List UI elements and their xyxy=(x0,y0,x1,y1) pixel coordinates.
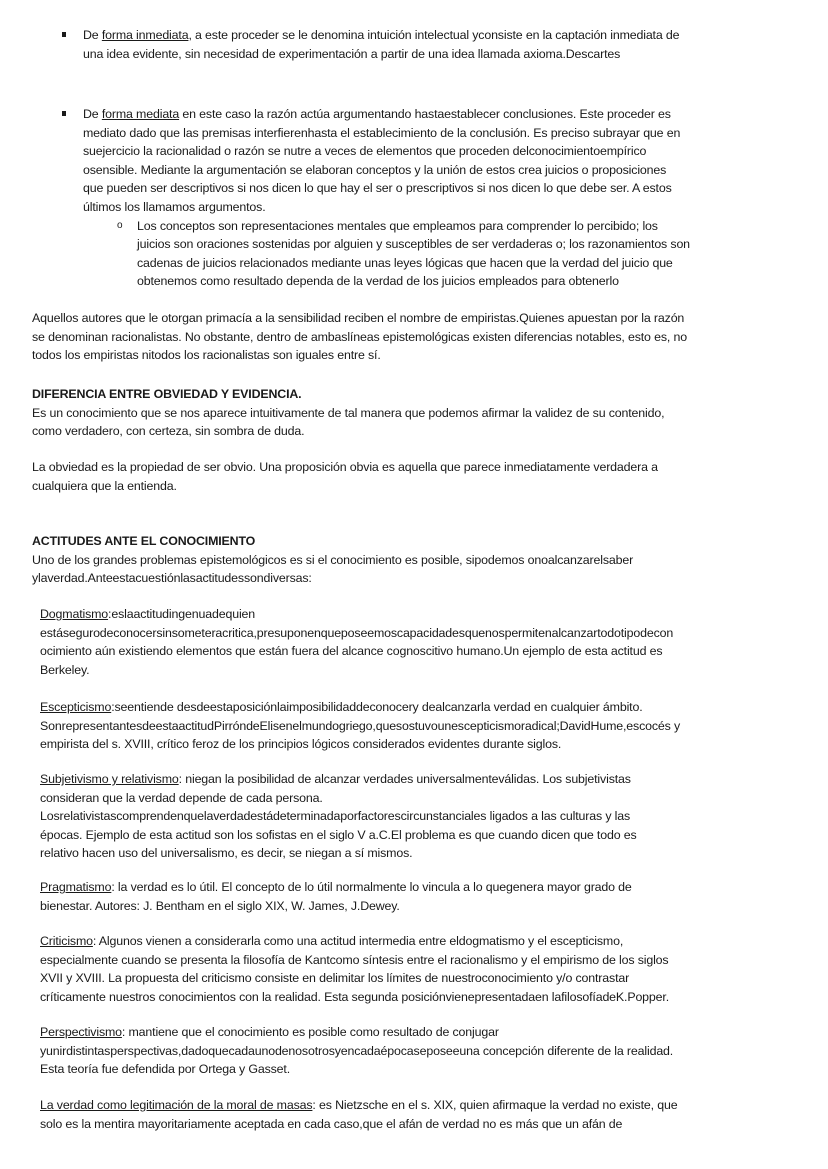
attitude-entry xyxy=(40,770,637,863)
line-text: , a este proceder se le denomina intuición intelectual yconsiste en la captación inmediata de xyxy=(188,28,680,42)
attitude-entry xyxy=(40,605,673,679)
text-line: Uno de los grandes problemas epistemológicos es si el conocimiento es posible, sipodemos onoalcanzarelsaber xyxy=(32,552,634,567)
text-line xyxy=(40,698,680,717)
line-text: : es Nietzsche en el s. XIX, quien afirmaque la verdad no existe, que xyxy=(312,1098,678,1112)
section-heading: DIFERENCIA ENTRE OBVIEDAD Y EVIDENCIA. xyxy=(32,387,302,401)
bullet-prefix: De xyxy=(83,107,102,121)
text-line xyxy=(40,878,632,897)
square-bullet-icon xyxy=(62,111,66,116)
text-line: suejercicio la racionalidad o razón se nutre a veces de elementos que proceden delconocimientoempírico xyxy=(83,144,647,159)
text-line: una idea evidente, sin necesidad de experimentación a partir de una idea llamada axioma.Descartes xyxy=(83,46,621,61)
text-line: estásegurodeconocersinsometeracritica,presuponenqueposeemoscapacidadesquenospermitenalcanzartodotipodecon xyxy=(40,625,674,640)
text-line: yunirdistintasperspectivas,dadoquecadaunodenosotrosyencadaépocaseposeeuna concepción diferente de la realidad. xyxy=(40,1043,674,1058)
text-line: Losrelativistascomprendenquelaverdadestádeterminadaporfactorescircunstanciales ligados a las culturas y las xyxy=(40,809,631,824)
text-line xyxy=(40,1096,677,1115)
bullet-item xyxy=(83,26,679,63)
text-line: solo es la mentira mayoritariamente aceptada en cada caso,que el afán de verdad no es más que un afán de xyxy=(40,1116,623,1131)
text-line: Esta teoría fue defendida por Ortega y Gasset. xyxy=(40,1062,291,1077)
underlined-term: forma inmediata xyxy=(101,28,189,42)
text-line xyxy=(40,1023,673,1042)
text-line xyxy=(83,26,679,45)
text-line: como verdadero, con certeza, sin sombra de duda. xyxy=(32,424,305,439)
line-text: : Algunos vienen a considerarla como una actitud intermedia entre eldogmatismo y el escepticismo, xyxy=(92,934,624,948)
text-line: cualquiera que la entienda. xyxy=(32,478,177,493)
attitude-entry xyxy=(40,932,669,1006)
text-line: empirista del s. XVIII, crítico feroz de los principios lógicos considerados evidentes durante siglos. xyxy=(40,737,562,752)
line-text: :eslaactitudingenuadequien xyxy=(108,607,256,621)
circle-bullet-icon: o xyxy=(117,219,123,231)
text-line xyxy=(83,105,680,124)
text-line xyxy=(40,605,673,624)
paragraph xyxy=(32,309,687,365)
line-text: :seentiende desdeestaposiciónlaimposibilidaddeconocery dealcanzarla verdad en cualquier ámbito. xyxy=(111,700,643,714)
text-line: Aquellos autores que le otorgan primacía a la sensibilidad reciben el nombre de empiristas.Quienes apuestan por la razón xyxy=(32,311,685,325)
text-line: Berkeley. xyxy=(40,662,90,677)
line-text: en este caso la razón actúa argumentando hastaestablecer conclusiones. Este proceder es xyxy=(179,107,671,121)
underlined-term: Subjetivismo y relativismo xyxy=(40,772,179,786)
line-text: : mantiene que el conocimiento es posible como resultado de conjugar xyxy=(121,1025,499,1039)
text-line: SonrepresentantesdeestaactitudPirróndeElisenelmundogriego,quesostuvounescepticismoradical;DavidHume,escocés y xyxy=(40,718,681,733)
text-line xyxy=(40,770,637,789)
text-line xyxy=(40,932,669,951)
text-line: cadenas de juicios relacionados mediante unas leyes lógicas que hacen que la verdad del juicio que xyxy=(137,255,673,270)
section-heading: ACTITUDES ANTE EL CONOCIMIENTO xyxy=(32,534,256,548)
square-bullet-icon xyxy=(62,32,66,37)
bullet-item xyxy=(83,105,680,217)
underlined-term: Escepticismo xyxy=(40,700,112,714)
text-line: críticamente nuestros conocimientos con la realidad. Esta segunda posiciónvienepresentadaen lafilosofíadeK.Popper. xyxy=(40,989,669,1004)
attitude-entry xyxy=(40,698,680,754)
text-line: que pueden ser descriptivos si nos dicen lo que hay el ser o prescriptivos si nos dicen lo que debe ser. A estos xyxy=(83,181,672,196)
text-line: relativo hacen uso del universalismo, es decir, se niegan a sí mismos. xyxy=(40,846,413,861)
underlined-term: Dogmatismo xyxy=(40,607,109,621)
line-text: : niegan la posibilidad de alcanzar verdades universalmenteválidas. Los subjetivistas xyxy=(178,772,631,786)
attitude-entry xyxy=(40,1096,677,1133)
line-text: : la verdad es lo útil. El concepto de lo útil normalmente lo vincula a lo quegenera mayor grado de xyxy=(111,880,632,894)
text-line: XVII y XVIII. La propuesta del criticismo consiste en delimitar los límites de nuestroconocimiento y/o contrastar xyxy=(40,971,630,986)
text-line: Es un conocimiento que se nos aparece intuitivamente de tal manera que podemos afirmar la validez de su contenido, xyxy=(32,405,665,420)
text-line: bienestar. Autores: J. Bentham en el siglo XIX, W. James, J.Dewey. xyxy=(40,898,400,913)
paragraph xyxy=(32,458,658,495)
text-line: La obviedad es la propiedad de ser obvio. Una proposición obvia es aquella que parece inmediatamente verdadera a xyxy=(32,460,658,474)
bullet-prefix: De xyxy=(83,28,102,42)
sub-bullet-item xyxy=(117,217,690,291)
text-line: juicios son oraciones sostenidas por alguien y susceptibles de ser verdaderas o; los razonamientos son xyxy=(137,237,690,252)
text-line: mediato dado que las premisas interfierenhasta el establecimiento de la conclusión. Es preciso subrayar que en xyxy=(83,125,681,140)
section xyxy=(32,532,633,588)
underlined-term: Criticismo xyxy=(40,934,93,948)
text-line: épocas. Ejemplo de esta actitud son los sofistas en el siglo V a.C.El problema es que cuando dicen que todo es xyxy=(40,827,637,842)
underlined-term: Pragmatismo xyxy=(40,880,112,894)
underlined-term: La verdad como legitimación de la moral de masas xyxy=(40,1098,313,1112)
section xyxy=(32,385,664,441)
text-line: ylaverdad.Anteestacuestiónlasactitudessondiversas: xyxy=(32,571,312,586)
text-line: osensible. Mediante la argumentación se elaboran conceptos y la unión de estos crea juicios o proposiciones xyxy=(83,162,667,177)
underlined-term: forma mediata xyxy=(101,107,180,121)
text-line: últimos los llamamos argumentos. xyxy=(83,199,266,214)
text-line: todos los empiristas nitodos los racionalistas son iguales entre sí. xyxy=(32,348,381,363)
attitude-entry xyxy=(40,878,632,915)
text-line: consideran que la verdad depende de cada persona. xyxy=(40,790,323,805)
text-line: obtenemos como resultado dependa de la verdad de los juicios empleados para obtenerlo xyxy=(137,274,619,289)
text-line: especialmente cuando se presenta la filosofía de Kantcomo síntesis entre el racionalismo y el empirismo de los siglos xyxy=(40,952,669,967)
text-line: Los conceptos son representaciones mentales que empleamos para comprender lo percibido; los xyxy=(137,218,658,233)
text-line: ocimiento aún existiendo elementos que están fuera del alcance cognoscitivo humano.Un ejemplo de esta actitud es xyxy=(40,644,663,659)
underlined-term: Perspectivismo xyxy=(40,1025,122,1039)
attitude-entry xyxy=(40,1023,673,1079)
text-line: se denominan racionalistas. No obstante, dentro de ambaslíneas epistemológicas existen diferencias notables, esto es, no xyxy=(32,329,687,344)
